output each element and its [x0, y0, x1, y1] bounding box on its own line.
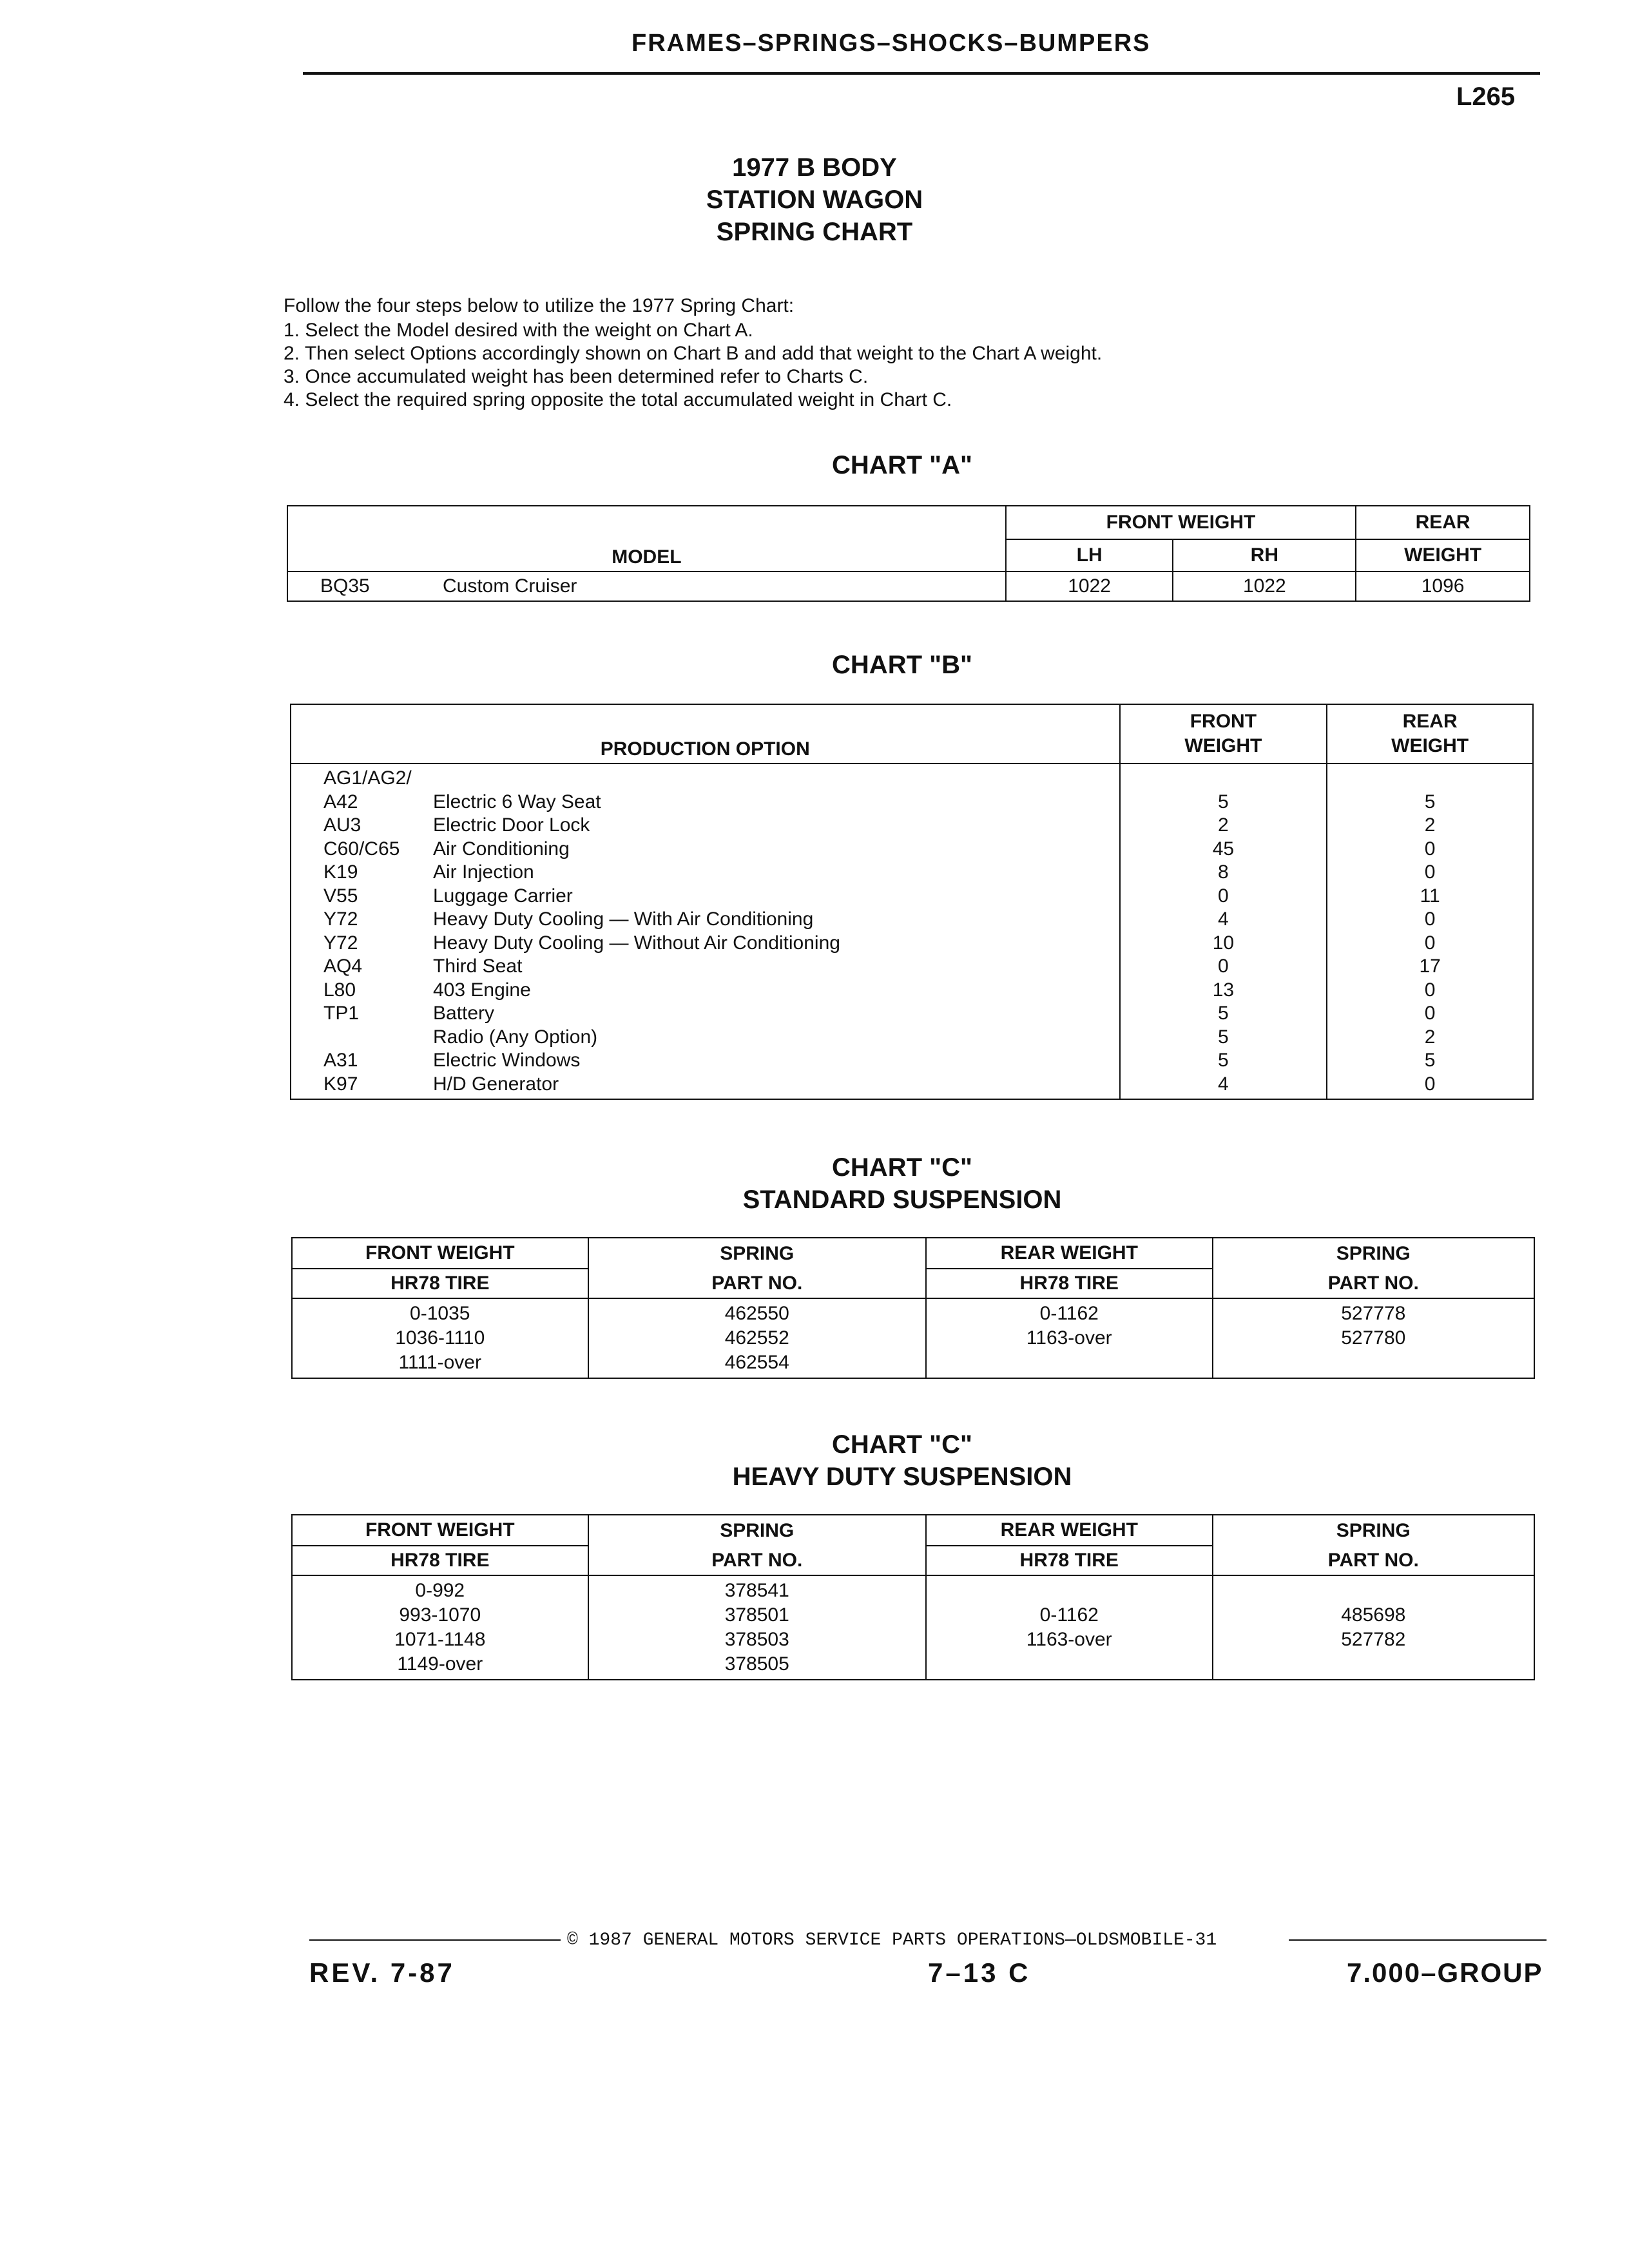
- front-value: 4: [1218, 908, 1229, 930]
- list-item: 527780: [1341, 1327, 1406, 1349]
- option-list: [291, 764, 1120, 1099]
- front-header-line2: WEIGHT: [1184, 735, 1262, 756]
- list-item: 0-1035: [410, 1303, 470, 1324]
- rear-weight-header: [1327, 704, 1533, 764]
- footer-page-number: 7–13 C: [928, 1957, 1031, 1988]
- table-row: [287, 572, 1530, 601]
- model-header: MODEL: [287, 506, 1006, 572]
- rear-value: 11: [1420, 885, 1440, 907]
- front-weight-column: [1120, 764, 1327, 1099]
- hr78-tire-header: HR78 TIRE: [292, 1546, 588, 1575]
- front-range-column: [292, 1298, 588, 1378]
- front-value: 0: [1218, 885, 1229, 907]
- hr78-tire-header: HR78 TIRE: [926, 1269, 1213, 1298]
- rear-value: 5: [1424, 1050, 1436, 1071]
- list-item: 1071-1148: [394, 1629, 486, 1650]
- list-item: [323, 979, 1119, 1003]
- part-no-header: PART NO.: [1213, 1546, 1534, 1575]
- front-value: 10: [1212, 932, 1235, 954]
- option-code: V55: [323, 885, 358, 907]
- option-code: Y72: [323, 908, 358, 930]
- rear-value: 1096: [1356, 572, 1530, 601]
- rear-range-column: [926, 1298, 1213, 1378]
- option-code: AQ4: [323, 956, 363, 977]
- instructions-intro: Follow the four steps below to utilize the 1977 Spring Chart:: [284, 295, 795, 316]
- list-item: 1111-over: [398, 1352, 481, 1373]
- part-no-header: PART NO.: [588, 1269, 926, 1298]
- option-code: L80: [323, 979, 356, 1001]
- front-value: 4: [1218, 1073, 1229, 1095]
- option-desc: Luggage Carrier: [433, 885, 573, 907]
- rear-value: 0: [1424, 1003, 1436, 1024]
- option-code: C60/C65: [323, 838, 400, 860]
- model-name: Custom Cruiser: [443, 575, 577, 597]
- rear-value: 0: [1424, 861, 1436, 883]
- list-item: 0-1162: [1039, 1303, 1099, 1324]
- chart-b-heading: CHART "B": [832, 651, 972, 679]
- rear-value: 0: [1424, 1073, 1436, 1095]
- front-value: 5: [1218, 1050, 1229, 1071]
- rear-value: [1327, 767, 1532, 791]
- list-item: 378541: [724, 1580, 789, 1601]
- front-value: 0: [1218, 956, 1229, 977]
- front-value: 13: [1212, 979, 1235, 1001]
- rear-weight-header: REAR WEIGHT: [926, 1515, 1213, 1546]
- rear-weight-column: [1327, 764, 1533, 1099]
- rear-weight-header: REAR WEIGHT: [926, 1238, 1213, 1269]
- instruction-step: 1. Select the Model desired with the weight on Chart A.: [284, 320, 753, 341]
- front-header-line1: FRONT: [1190, 711, 1257, 732]
- rear-value: 5: [1424, 791, 1436, 812]
- instruction-step: 2. Then select Options accordingly shown on Chart B and add that weight to the Chart A weight.: [284, 343, 1103, 364]
- list-item: [323, 861, 1119, 885]
- list-item: 378505: [724, 1653, 789, 1675]
- footer-revision: REV. 7-87: [309, 1957, 455, 1988]
- option-desc: Radio (Any Option): [433, 1026, 598, 1048]
- chart-a-table: [287, 505, 1530, 602]
- list-item: 378503: [724, 1629, 789, 1650]
- front-value: 2: [1218, 814, 1229, 836]
- front-part-column: [588, 1575, 926, 1680]
- list-item: [323, 767, 1119, 791]
- option-desc: Heavy Duty Cooling — Without Air Conditioning: [433, 932, 840, 954]
- lh-value: 1022: [1006, 572, 1173, 601]
- option-desc: Electric 6 Way Seat: [433, 791, 601, 812]
- model-code: BQ35: [320, 575, 370, 597]
- option-desc: H/D Generator: [433, 1073, 559, 1095]
- list-item: 993-1070: [399, 1604, 481, 1626]
- option-desc: Battery: [433, 1003, 495, 1024]
- chart-c-hd-heading: CHART "C": [832, 1430, 972, 1459]
- list-item: [323, 791, 1119, 814]
- lh-header: LH: [1006, 539, 1173, 572]
- option-code: Y72: [323, 932, 358, 954]
- front-weight-header: [1120, 704, 1327, 764]
- front-value: [1121, 767, 1327, 791]
- chart-a-heading: CHART "A": [832, 451, 972, 479]
- spring-header: SPRING: [588, 1238, 926, 1269]
- list-item: 378501: [724, 1604, 789, 1626]
- list-item: [323, 1073, 1119, 1097]
- front-weight-header: FRONT WEIGHT: [292, 1238, 588, 1269]
- front-weight-header: FRONT WEIGHT: [292, 1515, 588, 1546]
- front-weight-header: FRONT WEIGHT: [1006, 506, 1356, 539]
- option-desc: Air Conditioning: [433, 838, 570, 860]
- front-value: 5: [1218, 1026, 1229, 1048]
- option-code: K97: [323, 1073, 358, 1095]
- hr78-tire-header: HR78 TIRE: [926, 1546, 1213, 1575]
- rear-value: 2: [1424, 1026, 1436, 1048]
- header-rule: [303, 72, 1540, 75]
- doc-title-line1: 1977 B BODY: [732, 153, 897, 182]
- list-item: [323, 838, 1119, 861]
- list-item: 1163-over: [1026, 1629, 1112, 1650]
- rear-value: 0: [1424, 979, 1436, 1001]
- option-code: A42: [323, 791, 358, 812]
- list-item: [323, 814, 1119, 838]
- option-desc: Electric Door Lock: [433, 814, 590, 836]
- front-value: 5: [1218, 1003, 1229, 1024]
- chart-c-std-heading: CHART "C": [832, 1153, 972, 1182]
- rh-header: RH: [1173, 539, 1356, 572]
- list-item: [323, 1049, 1119, 1073]
- option-code: AG1/AG2/: [323, 767, 412, 789]
- chart-c-standard-table: [291, 1237, 1535, 1379]
- chart-b-table: [290, 704, 1534, 1100]
- list-item: 462552: [724, 1327, 789, 1349]
- option-desc: [433, 767, 438, 789]
- rear-value: 0: [1424, 908, 1436, 930]
- option-desc: Third Seat: [433, 956, 523, 977]
- rear-header-line2: WEIGHT: [1391, 735, 1469, 756]
- footer-group: 7.000–GROUP: [1347, 1957, 1543, 1988]
- instruction-step: 3. Once accumulated weight has been determined refer to Charts C.: [284, 366, 869, 387]
- footer-copyright: © 1987 GENERAL MOTORS SERVICE PARTS OPERATIONS—OLDSMOBILE-31: [567, 1930, 1217, 1950]
- list-item: 527782: [1341, 1629, 1406, 1650]
- rear-part-column: [1213, 1575, 1534, 1680]
- rear-weight-header: WEIGHT: [1356, 539, 1530, 572]
- front-range-column: [292, 1575, 588, 1680]
- part-no-header: PART NO.: [1213, 1269, 1534, 1298]
- option-desc: 403 Engine: [433, 979, 531, 1001]
- doc-title-line3: SPRING CHART: [716, 218, 913, 246]
- list-item: 1163-over: [1026, 1327, 1112, 1349]
- spring-header: SPRING: [1213, 1238, 1534, 1269]
- section-header: FRAMES–SPRINGS–SHOCKS–BUMPERS: [631, 30, 1151, 57]
- option-code: A31: [323, 1050, 358, 1071]
- instruction-step: 4. Select the required spring opposite the total accumulated weight in Chart C.: [284, 389, 952, 410]
- option-desc: Heavy Duty Cooling — With Air Conditioning: [433, 908, 814, 930]
- chart-c-heavy-duty-table: [291, 1514, 1535, 1680]
- list-item: [323, 885, 1119, 908]
- list-item: [323, 1026, 1119, 1050]
- option-code: [323, 1026, 433, 1050]
- footer-rule: [1289, 1939, 1547, 1941]
- list-item: 0-1162: [1039, 1604, 1099, 1626]
- list-item: [323, 908, 1119, 932]
- list-item: 1036-1110: [395, 1327, 485, 1349]
- list-item: 485698: [1341, 1604, 1406, 1626]
- spring-header: SPRING: [588, 1515, 926, 1546]
- front-value: 45: [1212, 838, 1235, 860]
- rear-value: 2: [1424, 814, 1436, 836]
- hr78-tire-header: HR78 TIRE: [292, 1269, 588, 1298]
- rh-value: 1022: [1173, 572, 1356, 601]
- front-value: 5: [1218, 791, 1229, 812]
- page-code: L265: [1456, 82, 1516, 111]
- option-code: TP1: [323, 1003, 360, 1024]
- rear-part-column: [1213, 1298, 1534, 1378]
- option-code: K19: [323, 861, 358, 883]
- rear-range-column: [926, 1575, 1213, 1680]
- list-item: [323, 955, 1119, 979]
- option-code: AU3: [323, 814, 361, 836]
- doc-title-line2: STATION WAGON: [706, 186, 923, 214]
- option-desc: Electric Windows: [433, 1050, 581, 1071]
- list-item: 1149-over: [397, 1653, 483, 1675]
- chart-c-hd-subheading: HEAVY DUTY SUSPENSION: [732, 1463, 1072, 1491]
- part-no-header: PART NO.: [588, 1546, 926, 1575]
- list-item: 462554: [724, 1352, 789, 1373]
- footer-rule: [309, 1939, 561, 1941]
- option-desc: Air Injection: [433, 861, 534, 883]
- rear-header-line1: REAR: [1402, 711, 1458, 732]
- rear-value: 0: [1424, 838, 1436, 860]
- rear-header: REAR: [1356, 506, 1530, 539]
- front-part-column: [588, 1298, 926, 1378]
- list-item: [323, 1002, 1119, 1026]
- production-option-header: PRODUCTION OPTION: [291, 704, 1120, 764]
- list-item: 527778: [1341, 1303, 1406, 1324]
- front-value: 8: [1218, 861, 1229, 883]
- chart-c-std-subheading: STANDARD SUSPENSION: [742, 1186, 1062, 1214]
- list-item: 0-992: [415, 1580, 465, 1601]
- spring-header: SPRING: [1213, 1515, 1534, 1546]
- list-item: [323, 932, 1119, 956]
- rear-value: 17: [1419, 956, 1441, 977]
- list-item: 462550: [724, 1303, 789, 1324]
- rear-value: 0: [1424, 932, 1436, 954]
